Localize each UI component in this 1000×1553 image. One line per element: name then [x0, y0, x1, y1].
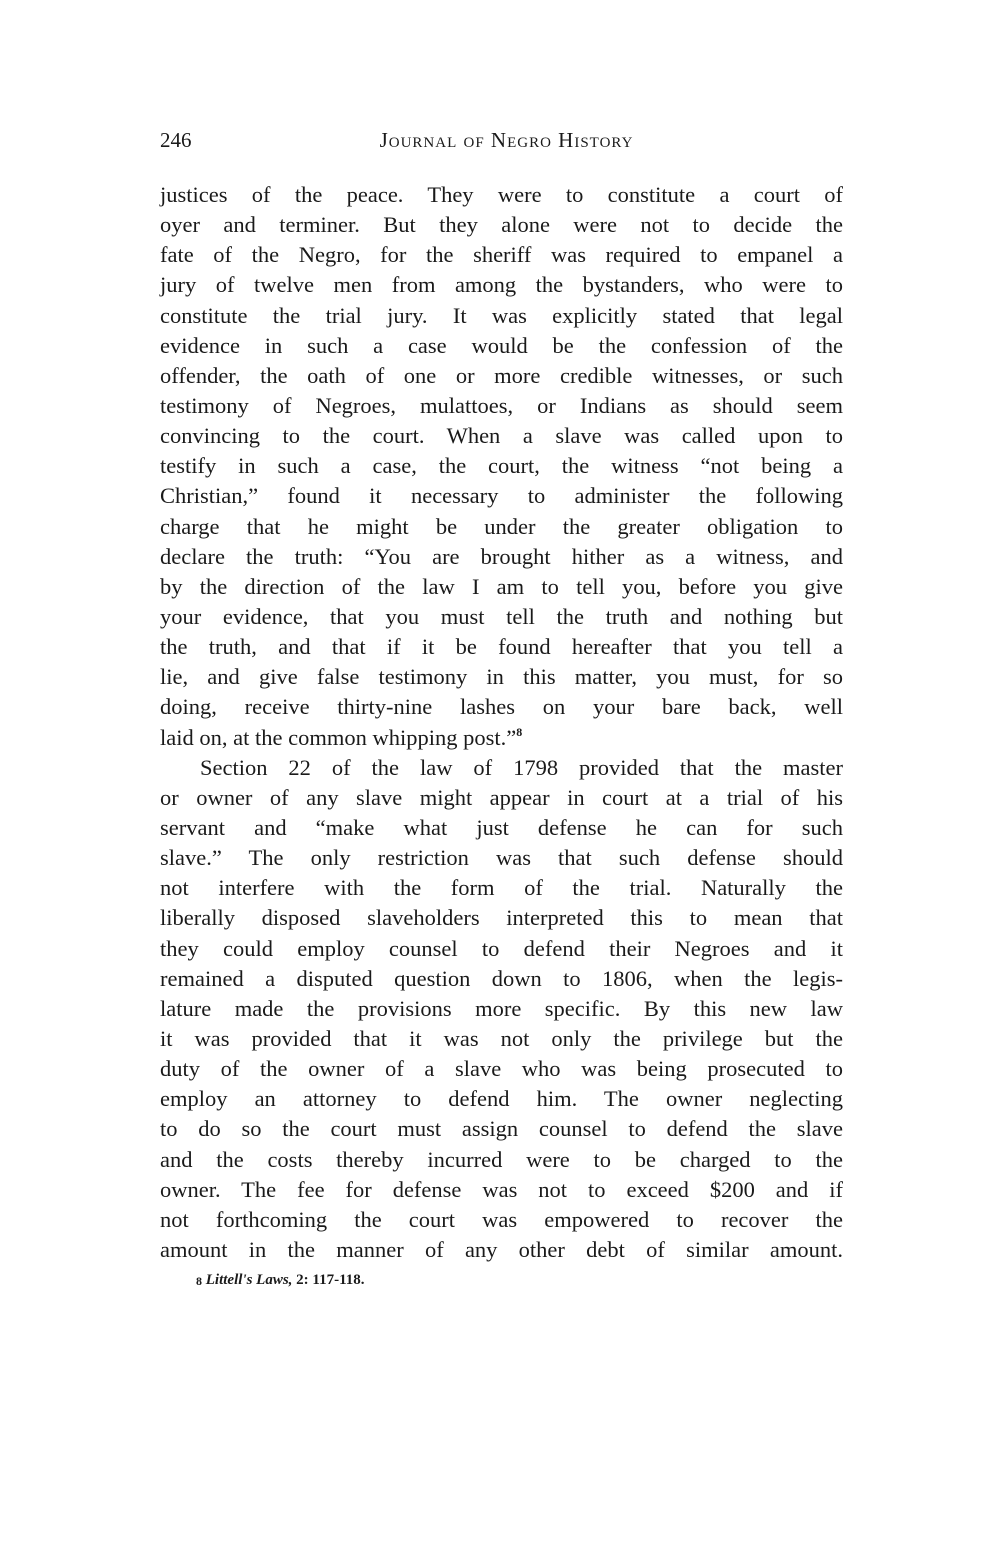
- text-line: [160, 331, 843, 361]
- page-header: [160, 128, 843, 158]
- text-line: [160, 873, 843, 903]
- line-text: declare the truth: “You are brought hither as a witness, and: [160, 543, 843, 569]
- text-line: [160, 391, 843, 421]
- line-text: Section 22 of the law of 1798 provided that the master: [200, 754, 843, 780]
- text-line: [160, 692, 843, 722]
- line-text: they could employ counsel to defend their Negroes and it: [160, 935, 843, 961]
- line-text: the truth, and that if it be found hereafter that you tell a: [160, 634, 843, 660]
- line-text: not interfere with the form of the trial. Naturally the: [160, 875, 843, 901]
- line-text: offender, the oath of one or more credible witnesses, or such: [160, 362, 843, 388]
- text-line: [160, 512, 843, 542]
- text-line: [160, 632, 843, 662]
- line-text: remained a disputed question down to 1806, when the legis-: [160, 965, 843, 991]
- text-line: [160, 723, 843, 753]
- footnote-reference: 8: [516, 724, 523, 739]
- text-line: [160, 270, 843, 300]
- footnote: [196, 1272, 365, 1290]
- text-line: [160, 934, 843, 964]
- line-text: your evidence, that you must tell the truth and nothing but: [160, 603, 843, 629]
- text-line: [160, 753, 843, 783]
- footnote-marker: 8: [196, 1274, 202, 1288]
- text-line: [160, 1175, 843, 1205]
- line-text: and the costs thereby incurred were to be charged to the: [160, 1146, 843, 1172]
- text-line: [160, 1235, 843, 1265]
- line-text: testimony of Negroes, mulattoes, or Indians as should seem: [160, 392, 843, 418]
- text-line: [160, 361, 843, 391]
- text-line: [160, 1145, 843, 1175]
- line-text: oyer and terminer. But they alone were not to decide the: [160, 212, 843, 238]
- line-text: testify in such a case, the court, the witness “not being a: [160, 453, 843, 479]
- paragraph-2: [160, 753, 843, 1265]
- line-text: fate of the Negro, for the sheriff was required to empanel a: [160, 242, 843, 268]
- line-text: it was provided that it was not only the privilege but the: [160, 1025, 843, 1051]
- text-line: [160, 1024, 843, 1054]
- text-line: [160, 301, 843, 331]
- text-line: [160, 240, 843, 270]
- line-text: owner. The fee for defense was not to exceed $200 and if: [160, 1176, 843, 1202]
- line-text: amount in the manner of any other debt of similar amount.: [160, 1236, 843, 1262]
- text-line: [160, 602, 843, 632]
- line-text: liberally disposed slaveholders interpreted this to mean that: [160, 905, 843, 931]
- line-text: employ an attorney to defend him. The owner neglecting: [160, 1086, 843, 1112]
- line-text: Christian,” found it necessary to administer the following: [160, 483, 843, 509]
- text-line: [160, 1205, 843, 1235]
- paragraph-1: [160, 180, 843, 753]
- footnote-citation: 2: 117-118.: [296, 1272, 365, 1288]
- footnote-source: Littell's Laws,: [205, 1272, 293, 1288]
- running-title: Journal of Negro History: [379, 128, 634, 152]
- line-text: or owner of any slave might appear in court at a trial of his: [160, 784, 843, 810]
- line-text: jury of twelve men from among the bystanders, who were to: [160, 272, 843, 298]
- text-line: [160, 964, 843, 994]
- line-text: slave.” The only restriction was that such defense should: [160, 845, 843, 871]
- text-line: [160, 662, 843, 692]
- line-text: servant and “make what just defense he can for such: [160, 814, 843, 840]
- line-text: lie, and give false testimony in this matter, you must, for so: [160, 664, 843, 690]
- line-text: charge that he might be under the greater obligation to: [160, 513, 843, 539]
- text-line: [160, 783, 843, 813]
- line-text: not forthcoming the court was empowered to recover the: [160, 1206, 843, 1232]
- text-line: [160, 481, 843, 511]
- text-line: [160, 180, 843, 210]
- line-text: doing, receive thirty-nine lashes on your bare back, well: [160, 694, 843, 720]
- text-line: [160, 451, 843, 481]
- body-text: [160, 180, 843, 1265]
- line-text: to do so the court must assign counsel to defend the slave: [160, 1116, 843, 1142]
- text-line: [160, 1084, 843, 1114]
- line-text: laid on, at the common whipping post.”: [160, 724, 517, 750]
- text-line: [160, 1054, 843, 1084]
- text-line: [160, 572, 843, 602]
- text-line: [160, 903, 843, 933]
- line-text: by the direction of the law I am to tell you, before you give: [160, 573, 843, 599]
- line-text: lature made the provisions more specific. By this new law: [160, 995, 843, 1021]
- text-line: [160, 542, 843, 572]
- page-number: 246: [160, 128, 192, 152]
- line-text: duty of the owner of a slave who was being prosecuted to: [160, 1056, 843, 1082]
- line-text: justices of the peace. They were to constitute a court of: [160, 182, 843, 207]
- text-line: [160, 1114, 843, 1144]
- text-line: [160, 994, 843, 1024]
- text-line: [160, 210, 843, 240]
- text-line: [160, 813, 843, 843]
- line-text: convincing to the court. When a slave was called upon to: [160, 423, 843, 449]
- text-line: [160, 843, 843, 873]
- line-text: constitute the trial jury. It was explicitly stated that legal: [160, 302, 843, 328]
- text-line: [160, 421, 843, 451]
- line-text: evidence in such a case would be the confession of the: [160, 332, 843, 358]
